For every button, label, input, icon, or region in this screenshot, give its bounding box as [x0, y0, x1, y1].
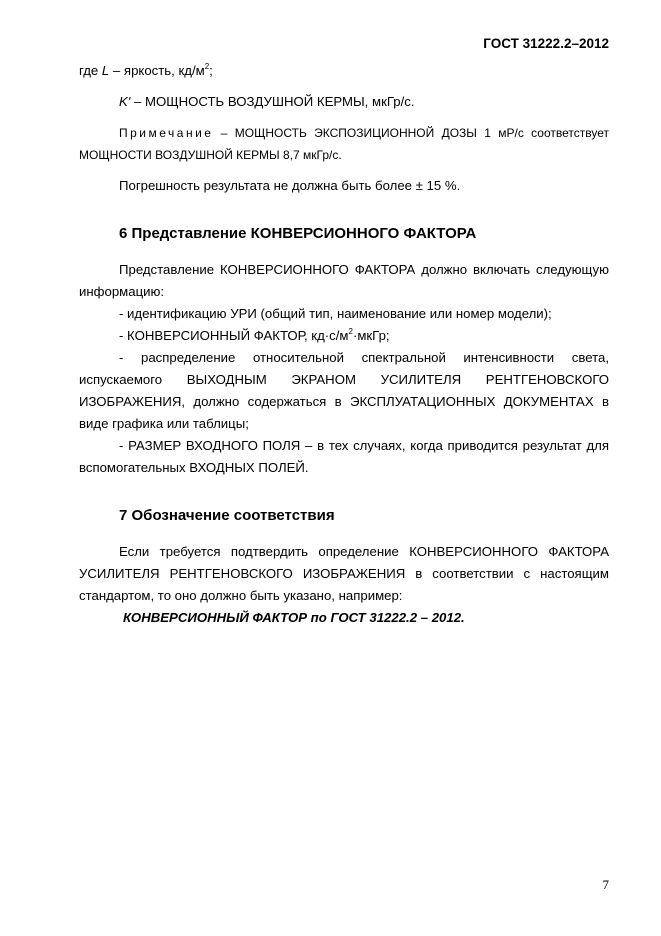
section-6-item-1: - идентификацию УРИ (общий тип, наименование или номер модели);	[119, 306, 552, 321]
note-paragraph	[79, 122, 609, 166]
section-6-item-2-suffix: ·мкГр;	[352, 328, 390, 343]
section-6-intro: Представление КОНВЕРСИОННОГО ФАКТОРА должно включать следующую информацию:	[79, 262, 609, 299]
page-number: 7	[602, 877, 609, 892]
section-7-text: Если требуется подтвердить определение КОНВЕРСИОННОГО ФАКТОРА УСИЛИТЕЛЯ РЕНТГЕНОВСКОГО ИЗОБРАЖЕНИЯ в соответствии с настоящим стандартом, то оно должно быть указано, например:	[79, 544, 609, 603]
section-6-heading: 6 Представление КОНВЕРСИОННОГО ФАКТОРА	[119, 225, 477, 242]
definition-L-text: – яркость, кд/м	[109, 63, 205, 78]
error-paragraph: Погрешность результата не должна быть более ± 15 %.	[119, 178, 461, 193]
note-text: – МОЩНОСТЬ ЭКСПОЗИЦИОННОЙ ДОЗЫ 1 мР/с соответствует МОЩНОСТИ ВОЗДУШНОЙ КЕРМЫ 8,7 мкГр/с.	[79, 126, 609, 162]
section-6-item-2-superscript: 2	[348, 327, 353, 336]
where-prefix: где	[79, 63, 99, 78]
section-6-item-3: - распределение относительной спектральной интенсивности света, испускаемого ВЫХОДНЫМ ЭКРАНОМ УСИЛИТЕЛЯ РЕНТГЕНОВСКОГО ИЗОБРАЖЕНИЯ, должно содержаться в ЭКСПЛУАТАЦИОННЫХ ДОКУМЕНТАХ в виде графика или таблицы;	[79, 350, 609, 431]
section-7-heading: 7 Обозначение соответствия	[119, 507, 335, 524]
document-code-header: ГОСТ 31222.2–2012	[483, 36, 609, 51]
section-6-item-4: - РАЗМЕР ВХОДНОГО ПОЛЯ – в тех случаях, когда приводится результат для вспомогательных ВХОДНЫХ ПОЛЕЙ.	[79, 438, 609, 475]
definition-L	[79, 60, 609, 82]
section-6-item-2	[79, 325, 609, 347]
page-body	[79, 60, 609, 629]
definition-L-superscript: 2	[204, 62, 210, 71]
definition-K-text: – МОЩНОСТЬ ВОЗДУШНОЙ КЕРМЫ, мкГр/с.	[130, 94, 415, 109]
definition-K	[79, 91, 609, 113]
definition-L-suffix: ;	[209, 63, 213, 78]
section-6-item-2-text: - КОНВЕРСИОННЫЙ ФАКТОР, кд·с/м	[119, 328, 349, 343]
conformity-designation: КОНВЕРСИОННЫЙ ФАКТОР по ГОСТ 31222.2 – 2012.	[123, 610, 465, 625]
note-label: Примечание	[119, 126, 214, 140]
symbol-L: L	[101, 63, 110, 78]
symbol-K: K'	[119, 94, 131, 109]
